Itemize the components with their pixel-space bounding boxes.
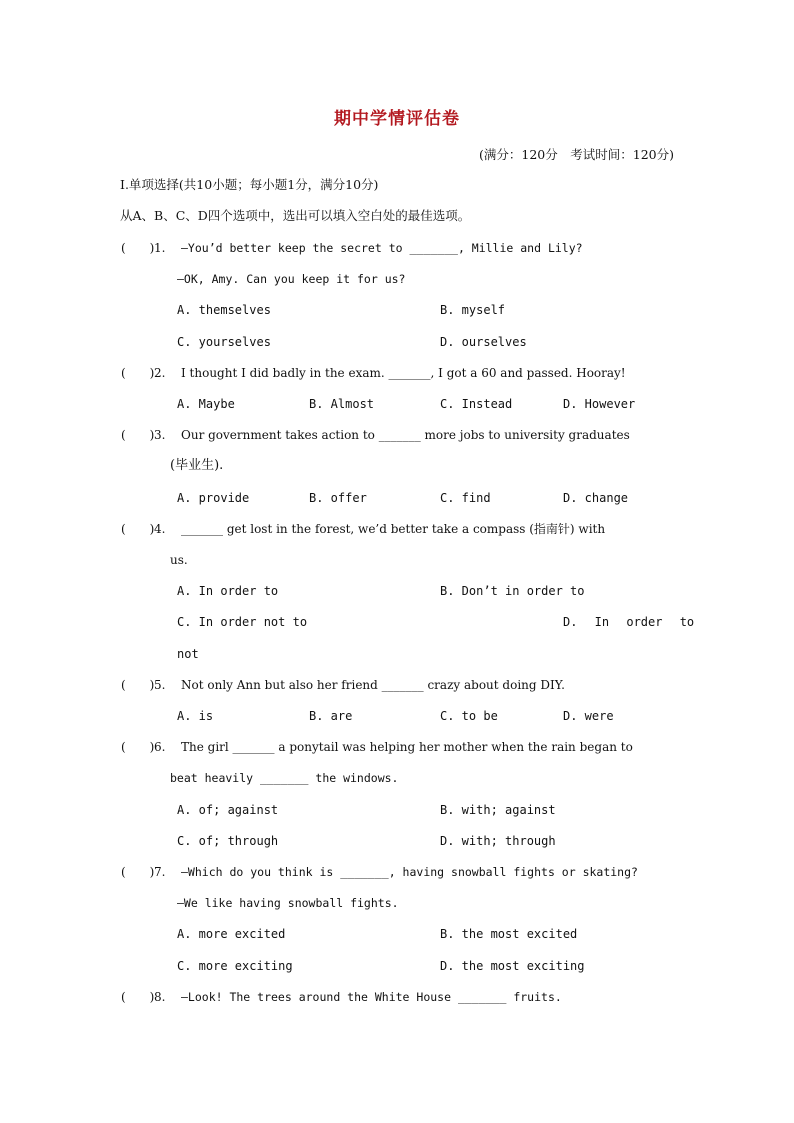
question-text: Not only Ann but also her friend _______ crazy about doing DIY. [181,678,565,692]
question-number: 3. [154,428,166,442]
option-c: C. find [440,491,491,505]
option-c: C. In order not to [177,615,308,629]
option-b: B. offer [309,491,367,505]
question-text: The girl _______ a ponytail was helping her mother when the rain began to [181,740,633,754]
answer-blank: ( ) [121,990,155,1004]
option-b: B. myself [440,303,506,317]
question-text: —OK, Amy. Can you keep it for us? [177,272,406,286]
option-a: A. themselves [177,303,271,317]
option-d: D. change [563,491,629,505]
option-d-continued: not [177,647,199,661]
question-text: Our government takes action to _______ more jobs to university graduates [181,428,630,442]
section-heading: I.单项选择(共10小题；每小题1分，满分10分) [120,177,379,192]
option-c: C. more exciting [177,959,293,973]
option-b: B. are [309,709,353,723]
option-c: C. Instead [440,397,513,411]
option-c: C. of; through [177,834,279,848]
exam-meta: (满分：120分 考试时间：120分) [479,147,674,162]
option-d-text: D. In order to [563,615,695,629]
answer-blank: ( ) [121,366,155,380]
option-d: D. the most exciting [440,959,585,973]
answer-blank: ( ) [121,740,155,754]
option-a: A. of; against [177,803,279,817]
question-text: —You’d better keep the secret to _______, Millie and Lily? [181,241,583,255]
question-number: 8. [154,990,166,1004]
option-c: C. yourselves [177,335,271,349]
option-d [563,613,695,631]
question-text: —Look! The trees around the White House _______ fruits. [181,990,562,1004]
answer-blank: ( ) [121,241,155,255]
question-text: _______ get lost in the forest, we’d better take a compass (指南针) with [181,522,606,536]
question-number: 2. [154,366,166,380]
question-text: I thought I did badly in the exam. _______, I got a 60 and passed. Hooray! [181,366,626,380]
question-number: 5. [154,678,166,692]
option-d: D. with; through [440,834,556,848]
question-number: 7. [154,865,166,879]
answer-blank: ( ) [121,522,155,536]
answer-blank: ( ) [121,678,155,692]
question-text: us. [170,553,188,567]
option-a: A. provide [177,491,250,505]
option-b: B. Almost [309,397,375,411]
option-c: C. to be [440,709,498,723]
question-text: —Which do you think is _______, having snowball fights or skating? [181,865,638,879]
option-b: B. Don’t in order to [440,584,585,598]
option-d: D. However [563,397,636,411]
question-text: beat heavily _______ the windows. [170,771,399,785]
option-a: A. Maybe [177,397,235,411]
option-a: A. more excited [177,927,286,941]
answer-blank: ( ) [121,428,155,442]
option-a: A. is [177,709,214,723]
section-instruction: 从A、B、C、D四个选项中，选出可以填入空白处的最佳选项。 [120,208,471,223]
answer-blank: ( ) [121,865,155,879]
question-number: 1. [154,241,166,255]
option-d: D. were [563,709,614,723]
question-text: —We like having snowball fights. [177,896,399,910]
option-b: B. with; against [440,803,556,817]
option-b: B. the most excited [440,927,578,941]
option-d: D. ourselves [440,335,527,349]
question-number: 6. [154,740,166,754]
question-number: 4. [154,522,166,536]
option-a: A. In order to [177,584,279,598]
question-text: (毕业生). [170,458,224,473]
page-title: 期中学情评估卷 [334,109,460,129]
